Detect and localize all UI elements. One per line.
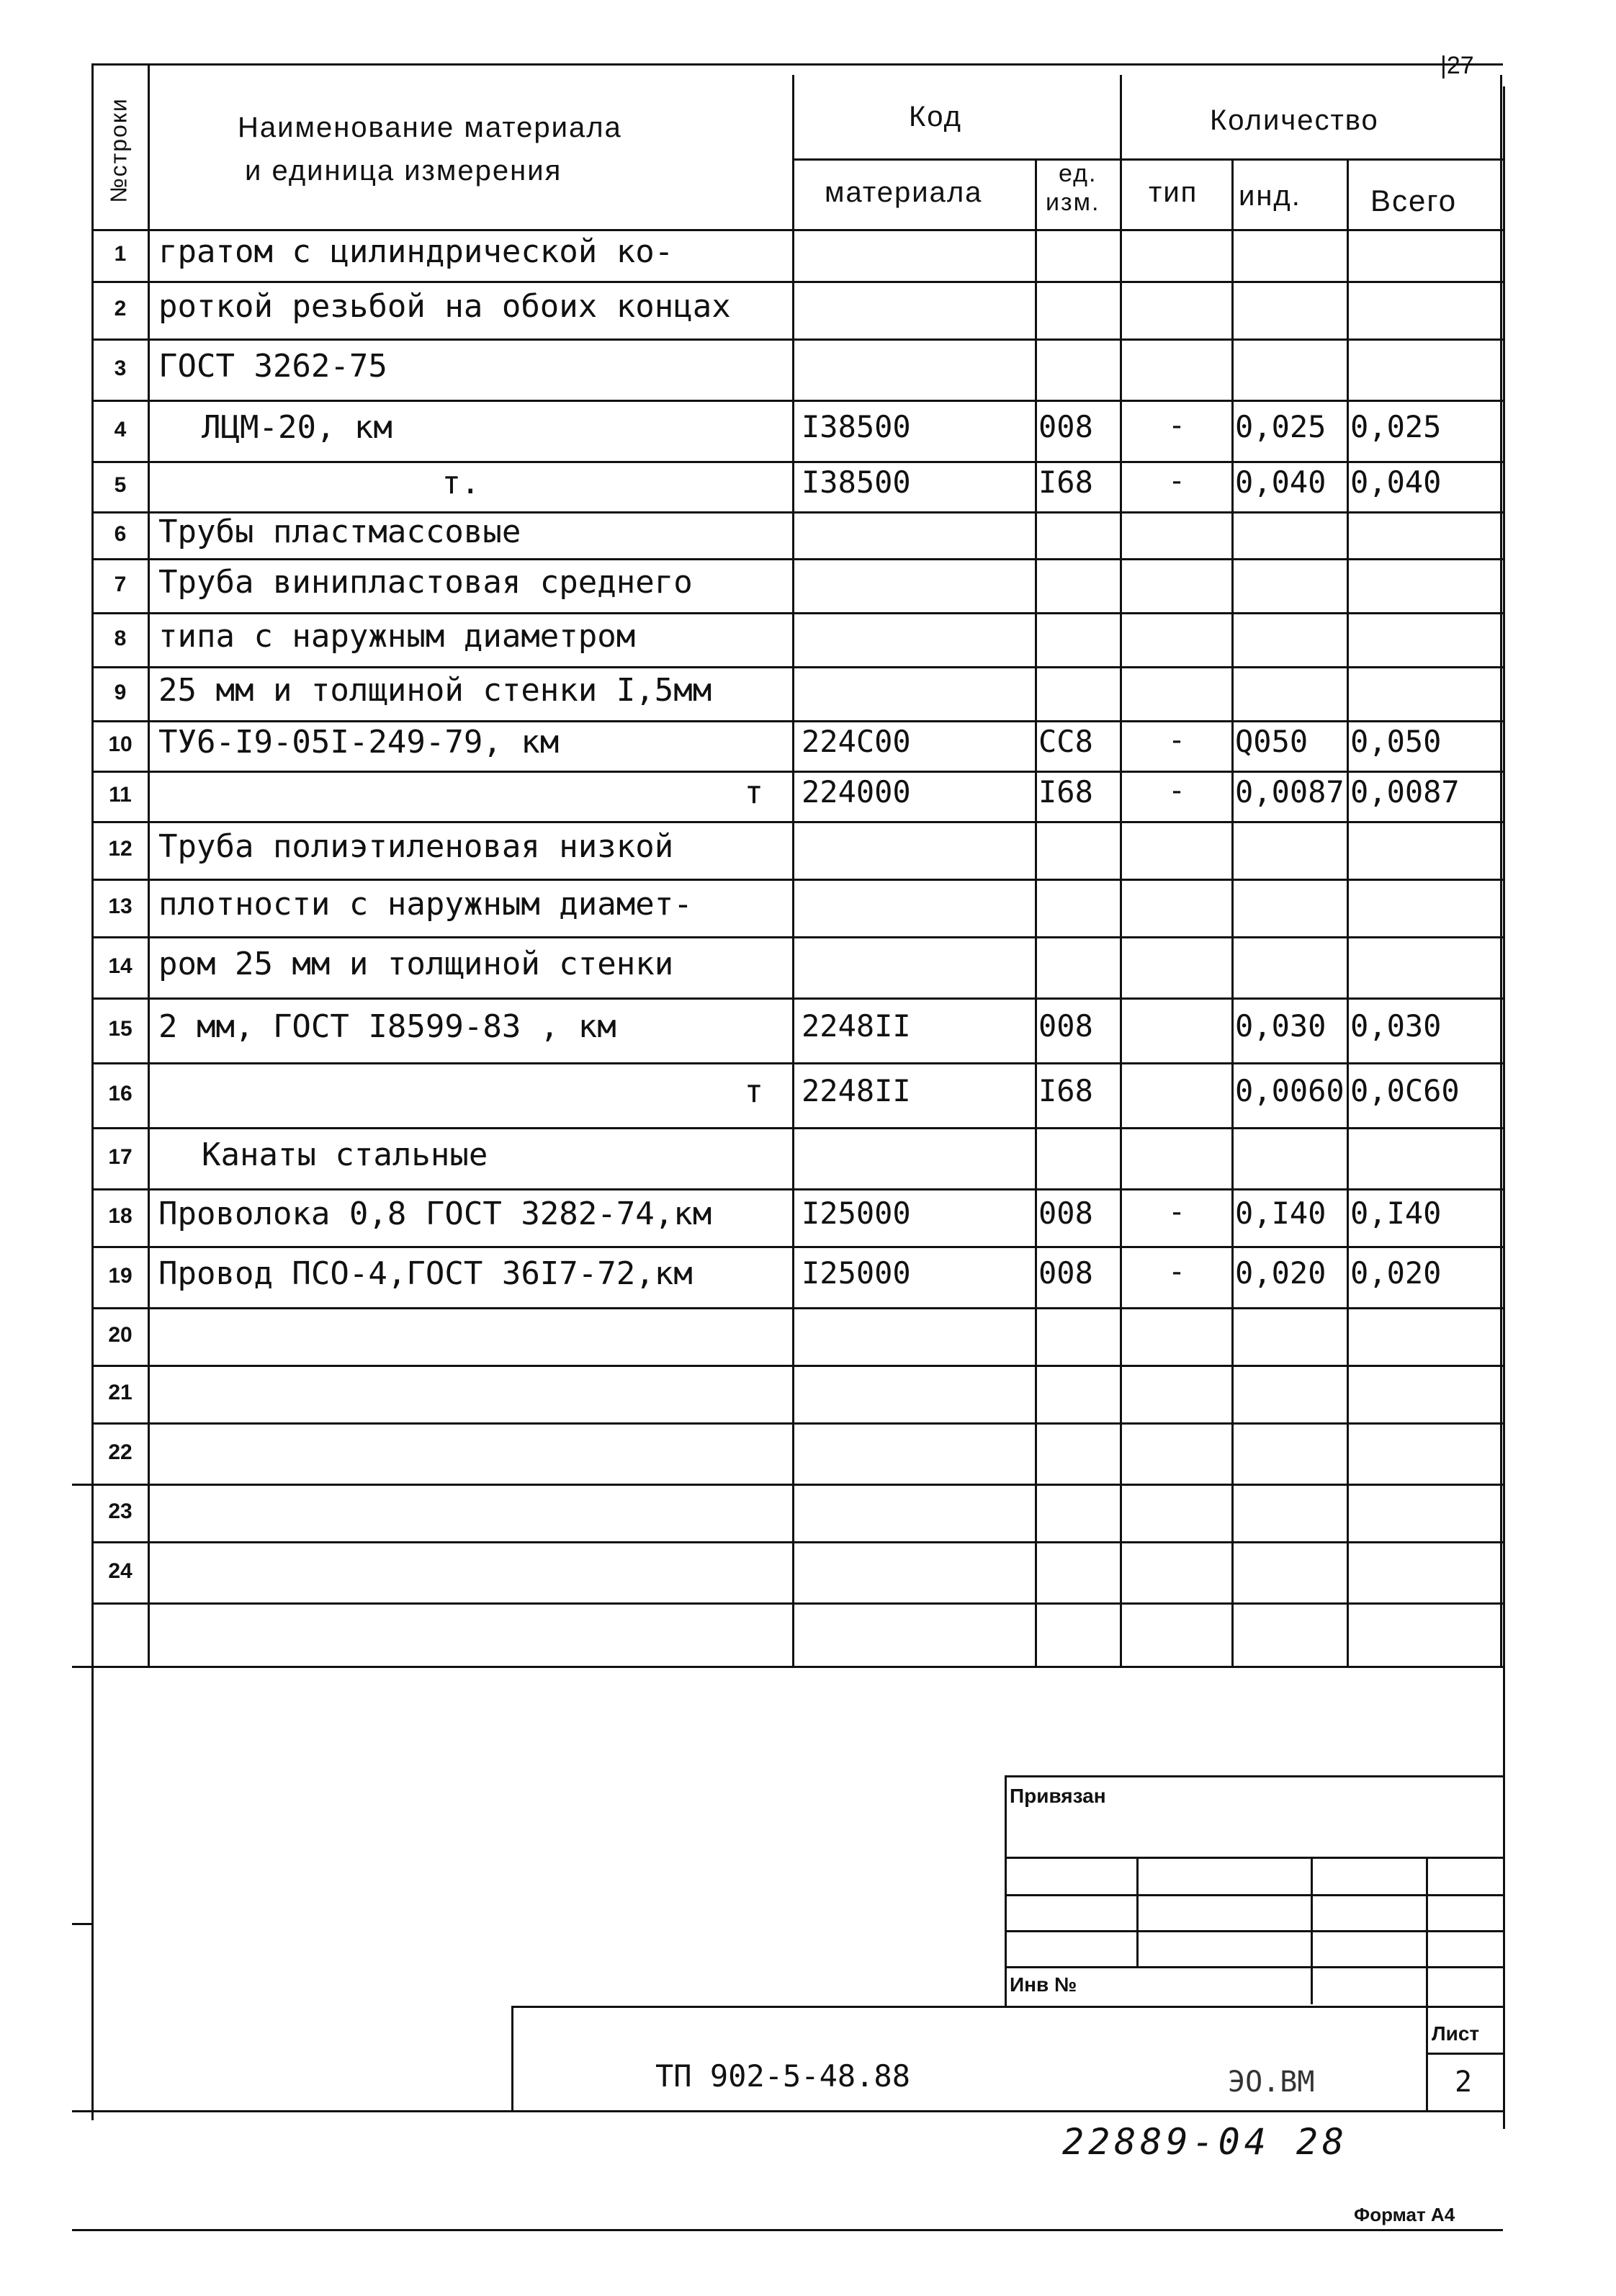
row-number: 14 [108, 954, 133, 978]
row-number: 8 [114, 626, 127, 650]
row-number: 19 [108, 1263, 133, 1288]
cell-total: 0,0C60 [1350, 1073, 1460, 1108]
table-row [0, 612, 1616, 666]
header-unit-line1: ед. [1059, 160, 1097, 187]
page-bottom-line [72, 2110, 1503, 2112]
cell-name: Труба полиэтиленовая низкой [158, 828, 674, 865]
table-row [0, 229, 1616, 281]
cell-unit: 008 [1038, 408, 1093, 444]
header-rownum: №строки [105, 97, 132, 203]
row-number: 7 [114, 572, 127, 596]
cell-unit: I68 [1038, 774, 1093, 810]
cell-name: роткой резьбой на обоих концах [158, 288, 731, 325]
row-number: 15 [108, 1017, 133, 1041]
cell-name: Проволока 0,8 ГОСТ 3282-74,км [158, 1196, 712, 1232]
stamp-sheet-number: 2 [1455, 2066, 1473, 2099]
row-number: 23 [108, 1499, 133, 1523]
cell-name: ЛЦМ-20, км [202, 408, 392, 446]
top-frame-line [91, 63, 1503, 66]
row-number: 18 [108, 1204, 133, 1228]
cell-type: - [1167, 774, 1186, 807]
handwritten-number: 22889-04 28 [1062, 2121, 1349, 2163]
stamp-sheet-label: Лист [1432, 2022, 1480, 2045]
stamp-top-line [1005, 1775, 1503, 1777]
header-unit-line2: изм. [1046, 189, 1100, 216]
cell-name: Канаты стальные [202, 1136, 488, 1173]
row-number: 2 [114, 297, 127, 320]
table-row [0, 511, 1616, 558]
table-row [0, 771, 1616, 821]
stamp-vline-1 [1136, 1857, 1139, 1966]
cell-unit: 008 [1038, 1008, 1093, 1044]
table-row [0, 281, 1616, 338]
cell-type: - [1167, 408, 1186, 442]
cell-ind: 0,0087 [1235, 774, 1345, 810]
cell-ind: 0,I40 [1235, 1196, 1327, 1231]
header-code-material: материала [825, 176, 983, 208]
cell-name: плотности с наружным диамет- [158, 886, 693, 923]
table-row [0, 936, 1616, 997]
stamp-linked-label: Привязан [1010, 1785, 1106, 1807]
table-row [0, 558, 1616, 612]
table-row [0, 1188, 1616, 1246]
table-row [0, 821, 1616, 879]
table-row [0, 997, 1616, 1062]
row-number: 16 [108, 1082, 133, 1106]
outer-bottom-line [72, 2229, 1503, 2231]
cell-code: 224000 [802, 774, 911, 810]
cell-name: Провод ПСО-4,ГОСТ 36I7-72,км [158, 1255, 693, 1292]
row-number: 3 [114, 356, 127, 380]
row-number: 17 [108, 1144, 133, 1169]
stamp-line-2 [1005, 1894, 1503, 1896]
row-number: 13 [108, 894, 133, 918]
cell-name: гратом с цилиндрической ко- [158, 233, 674, 270]
row-number: 20 [108, 1323, 133, 1347]
stamp-line-4 [1005, 1966, 1503, 1968]
stamp-line-1 [1005, 1857, 1503, 1859]
stamp-doc-code: ТП 902-5-48.88 [655, 2058, 911, 2094]
row-number: 11 [109, 783, 132, 807]
table-row [0, 720, 1616, 771]
cell-total: 0,040 [1350, 465, 1442, 500]
row-number: 9 [114, 680, 127, 704]
cell-unit: I68 [1038, 465, 1093, 500]
cell-unit: 008 [1038, 1196, 1093, 1231]
table-row [0, 879, 1616, 936]
row-number: 1 [114, 242, 127, 266]
cell-total: 0,I40 [1350, 1196, 1442, 1231]
cell-unit: 008 [1038, 1255, 1093, 1291]
cell-ind: 0,020 [1235, 1255, 1327, 1291]
header-name-line1: Наименование материала [238, 112, 622, 143]
header-name-line2: и единица измерения [245, 155, 562, 187]
table-row [0, 338, 1616, 400]
stamp-inv-label: Инв № [1010, 1973, 1077, 1996]
cell-code: I38500 [802, 465, 911, 500]
subheader-line-code [792, 158, 1503, 161]
table-row [0, 1062, 1616, 1127]
cell-name: 25 мм и толщиной стенки I,5мм [158, 671, 712, 709]
cell-name: ром 25 мм и толщиной стенки [158, 945, 674, 982]
cell-code: 2248II [802, 1073, 911, 1108]
table-row [0, 1246, 1616, 1307]
cell-type: - [1167, 465, 1186, 498]
cell-name: т [744, 1073, 763, 1110]
header-qty: Количество [1210, 104, 1379, 136]
cell-total: 0,020 [1350, 1255, 1442, 1291]
cell-name: т. [441, 465, 480, 501]
cell-type: - [1167, 1196, 1186, 1229]
title-block-left-line [511, 2006, 513, 2110]
row-number: 24 [108, 1559, 133, 1583]
stamp-vline-3 [1426, 1857, 1428, 2110]
sheet-label-line [1426, 2053, 1503, 2055]
row-number: 10 [108, 732, 133, 756]
table-row [0, 1422, 1616, 1484]
cell-ind: 0,040 [1235, 465, 1327, 500]
cell-unit: CC8 [1038, 724, 1093, 759]
cell-code: 2248II [802, 1008, 911, 1044]
cell-name: Трубы пластмассовые [158, 513, 521, 550]
table-row [0, 1307, 1616, 1365]
cell-ind: 0,0060 [1235, 1073, 1345, 1108]
table-bottom-line [72, 1666, 1503, 1668]
cell-code: 224C00 [802, 724, 911, 759]
row-number: 4 [114, 417, 127, 441]
cell-total: 0,0087 [1350, 774, 1460, 810]
table-row [0, 1365, 1616, 1422]
cell-type: - [1167, 1255, 1186, 1288]
cell-name: 2 мм, ГОСТ I8599-83 , км [158, 1008, 616, 1045]
row-number: 12 [108, 837, 133, 861]
header-code: Код [909, 101, 963, 133]
row-separator [91, 1602, 1503, 1605]
row-number: 6 [114, 521, 127, 546]
table-row [0, 461, 1616, 511]
cell-type: - [1167, 724, 1186, 757]
cell-name: ГОСТ 3262-75 [158, 347, 387, 385]
stamp-section: ЭО.ВМ [1228, 2066, 1315, 2099]
cell-code: I38500 [802, 408, 911, 444]
row-number: 21 [108, 1381, 133, 1404]
cell-ind: 0,025 [1235, 408, 1327, 444]
table-row [0, 1484, 1616, 1541]
cell-unit: I68 [1038, 1073, 1093, 1108]
cell-ind: Q050 [1235, 724, 1308, 759]
table-row [0, 666, 1616, 720]
header-ind: инд. [1239, 180, 1301, 212]
format-label: Формат А4 [1354, 2204, 1455, 2225]
corner-mark: |27 [1440, 52, 1474, 79]
table-row [0, 1127, 1616, 1188]
cell-code: I25000 [802, 1196, 911, 1231]
row-number: 5 [114, 473, 127, 497]
header-type: тип [1149, 176, 1198, 208]
cell-total: 0,050 [1350, 724, 1442, 759]
stamp-line-3 [1005, 1930, 1503, 1932]
title-block-top-line [511, 2006, 1503, 2008]
cell-name: Труба винипластовая среднего [158, 563, 693, 601]
table-row [0, 1541, 1616, 1602]
header-total: Всего [1370, 184, 1458, 218]
stamp-vline-2 [1311, 1857, 1313, 2004]
cell-name: типа с наружным диаметром [158, 617, 636, 655]
table-row [0, 400, 1616, 461]
row-number: 22 [108, 1440, 133, 1464]
cell-code: I25000 [802, 1255, 911, 1291]
cell-total: 0,030 [1350, 1008, 1442, 1044]
margin-tick-2 [72, 1923, 92, 1925]
cell-name: т [744, 774, 763, 811]
stamp-left-line [1005, 1775, 1007, 2006]
cell-ind: 0,030 [1235, 1008, 1327, 1044]
cell-name: ТУ6-I9-05I-249-79, км [158, 724, 560, 761]
cell-total: 0,025 [1350, 408, 1442, 444]
